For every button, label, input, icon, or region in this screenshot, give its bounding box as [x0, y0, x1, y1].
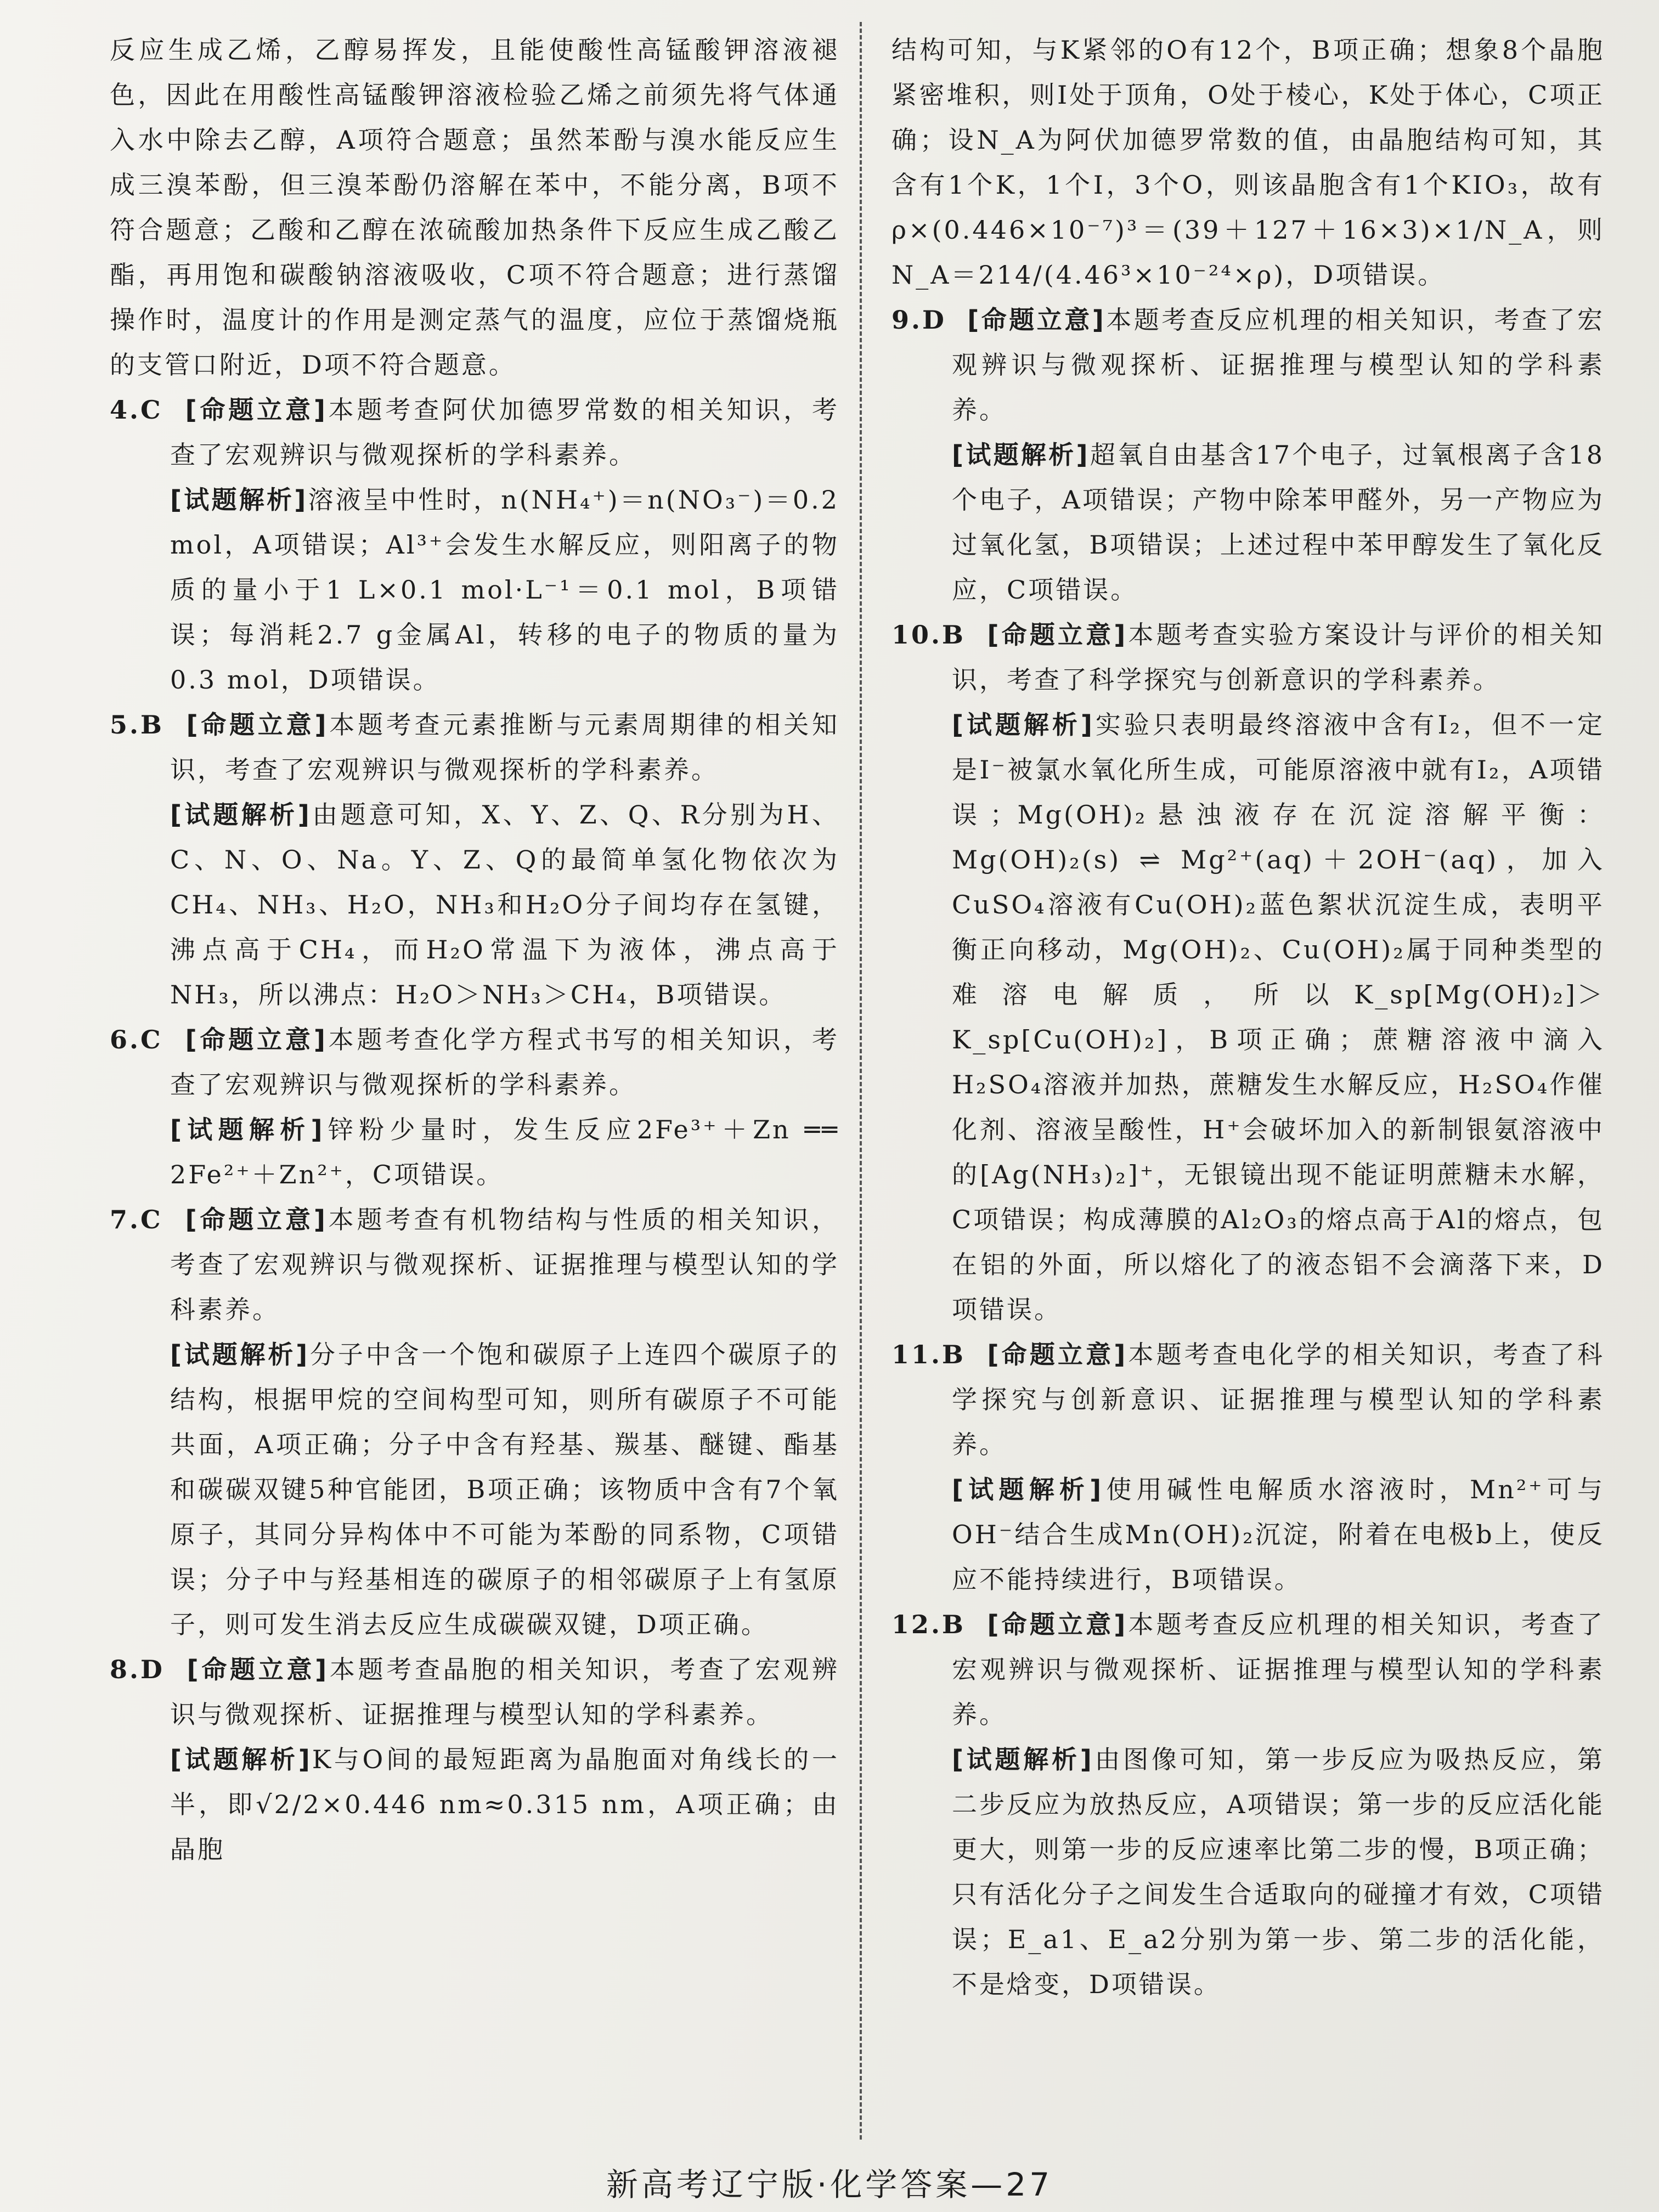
analysis-tag: [试题解析] — [952, 1475, 1104, 1504]
analysis-tag: [试题解析] — [170, 485, 308, 515]
intent-tag: [命题立意] — [185, 1205, 328, 1234]
intent-tag: [命题立意] — [185, 395, 328, 425]
page-footer: 新高考辽宁版·化学答案—27 — [606, 2166, 1053, 2203]
analysis-text: 锌粉少量时，发生反应2Fe³⁺＋Zn ══ 2Fe²⁺＋Zn²⁺，C项错误。 — [170, 1115, 839, 1189]
question-8 — [110, 1647, 839, 1872]
analysis-tag: [试题解析] — [170, 1745, 312, 1774]
analysis-text: K与O间的最短距离为晶胞面对角线长的一半，即√2/2×0.446 nm≈0.315 nm，A项正确；由晶胞 — [170, 1745, 840, 1864]
question-number: 6.C — [110, 1025, 163, 1054]
question-number: 7.C — [110, 1205, 163, 1234]
intent-tag: [命题立意] — [987, 620, 1128, 650]
analysis-text: 实验只表明最终溶液中含有I₂，但不一定是I⁻被氯水氧化所生成，可能原溶液中就有I₂，A项错误；Mg(OH)₂悬浊液存在沉淀溶解平衡：Mg(OH)₂(s) ⇌ Mg²⁺(aq)＋2OH⁻(aq)，加入CuSO₄溶液有Cu(OH)₂蓝色絮状沉淀生成，表明平衡正向移动，Mg(OH)₂、Cu(OH)₂属于同种类型的难溶电解质，所以K_sp[Mg(OH)₂]＞K_sp[Cu(OH)₂]，B项正确；蔗糖溶液中滴入H₂SO₄溶液并加热，蔗糖发生水解反应，H₂SO₄作催化剂、溶液呈酸性，H⁺会破坏加入的新制银氨溶液中的[Ag(NH₃)₂]⁺，无银镜出现不能证明蔗糖未水解，C项错误；构成薄膜的Al₂O₃的熔点高于Al的熔点，包在铝的外面，所以熔化了的液态铝不会滴落下来，D项错误。 — [952, 710, 1605, 1324]
question-number: 9.D — [891, 305, 946, 335]
intent-text: 本题考查阿伏加德罗常数的相关知识，考查了宏观辨识与微观探析的学科素养。 — [170, 395, 840, 470]
question-number: 11.B — [891, 1340, 966, 1369]
question-number: 12.B — [891, 1610, 966, 1639]
intent-tag: [命题立意] — [987, 1340, 1128, 1369]
question-12 — [891, 1602, 1605, 2007]
intent-text: 本题考查电化学的相关知识，考查了科学探究与创新意识、证据推理与模型认知的学科素养。 — [952, 1340, 1605, 1459]
analysis-text: 超氧自由基含17个电子，过氧根离子含18个电子，A项错误；产物中除苯甲醛外，另一产物应为过氧化氢，B项错误；上述过程中苯甲醇发生了氧化反应，C项错误。 — [952, 440, 1605, 605]
analysis-tag: [试题解析] — [170, 1115, 325, 1144]
intent-tag: [命题立意] — [185, 1025, 328, 1054]
question-number: 8.D — [110, 1655, 165, 1684]
intent-tag: [命题立意] — [987, 1610, 1128, 1639]
right-column — [891, 27, 1605, 2007]
intent-tag: [命题立意] — [967, 305, 1106, 335]
question-4 — [110, 387, 839, 702]
question-11 — [891, 1332, 1605, 1602]
left-column — [110, 27, 839, 1872]
question-number: 10.B — [891, 620, 966, 650]
question-7 — [110, 1197, 839, 1647]
intent-text: 本题考查元素推断与元素周期律的相关知识，考查了宏观辨识与微观探析的学科素养。 — [170, 710, 840, 785]
question-number: 5.B — [110, 710, 164, 740]
analysis-tag: [试题解析] — [170, 800, 312, 830]
intent-text: 本题考查晶胞的相关知识，考查了宏观辨识与微观探析、证据推理与模型认知的学科素养。 — [170, 1655, 840, 1729]
intent-tag: [命题立意] — [187, 1655, 329, 1684]
intent-text: 本题考查反应机理的相关知识，考查了宏观辨识与微观探析、证据推理与模型认知的学科素养。 — [952, 305, 1605, 425]
question-6 — [110, 1017, 839, 1197]
question-5 — [110, 702, 839, 1017]
analysis-text: 溶液呈中性时，n(NH₄⁺)＝n(NO₃⁻)＝0.2 mol，A项错误；Al³⁺会发生水解反应，则阳离子的物质的量小于1 L×0.1 mol·L⁻¹＝0.1 mol，B项错误；每消耗2.7 g金属Al，转移的电子的物质的量为0.3 mol，D项错误。 — [170, 485, 839, 695]
intent-text: 本题考查有机物结构与性质的相关知识，考查了宏观辨识与微观探析、证据推理与模型认知的学科素养。 — [170, 1205, 840, 1324]
intent-tag: [命题立意] — [186, 710, 329, 740]
intent-text: 本题考查反应机理的相关知识，考查了宏观辨识与微观探析、证据推理与模型认知的学科素养。 — [952, 1610, 1605, 1729]
analysis-tag: [试题解析] — [170, 1340, 310, 1369]
question-number: 4.C — [110, 395, 163, 425]
question-10 — [891, 612, 1605, 1332]
analysis-text: 由题意可知，X、Y、Z、Q、R分别为H、C、N、O、Na。Y、Z、Q的最简单氢化物依次为CH₄、NH₃、H₂O，NH₃和H₂O分子间均存在氢键，沸点高于CH₄，而H₂O常温下为液体，沸点高于NH₃，所以沸点：H₂O＞NH₃＞CH₄，B项错误。 — [170, 800, 839, 1009]
q3-continuation: 反应生成乙烯，乙醇易挥发，且能使酸性高锰酸钾溶液褪色，因此在用酸性高锰酸钾溶液检验乙烯之前须先将气体通入水中除去乙醇，A项符合题意；虽然苯酚与溴水能反应生成三溴苯酚，但三溴苯酚仍溶解在苯中，不能分离，B项不符合题意；乙酸和乙醇在浓硫酸加热条件下反应生成乙酸乙酯，再用饱和碳酸钠溶液吸收，C项不符合题意；进行蒸馏操作时，温度计的作用是测定蒸气的温度，应位于蒸馏烧瓶的支管口附近，D项不符合题意。 — [110, 35, 839, 380]
analysis-tag: [试题解析] — [952, 440, 1090, 470]
analysis-text: 使用碱性电解质水溶液时，Mn²⁺可与OH⁻结合生成Mn(OH)₂沉淀，附着在电极b上，使反应不能持续进行，B项错误。 — [952, 1475, 1605, 1594]
analysis-text: 分子中含一个饱和碳原子上连四个碳原子的结构，根据甲烷的空间构型可知，则所有碳原子不可能共面，A项正确；分子中含有羟基、羰基、醚键、酯基和碳碳双键5种官能团，B项正确；该物质中含有7个氧原子，其同分异构体中不可能为苯酚的同系物，C项错误；分子中与羟基相连的碳原子的相邻碳原子上有氢原子，则可发生消去反应生成碳碳双键，D项正确。 — [170, 1340, 840, 1639]
analysis-tag: [试题解析] — [952, 1745, 1094, 1774]
analysis-tag: [试题解析] — [952, 710, 1094, 740]
intent-text: 本题考查化学方程式书写的相关知识，考查了宏观辨识与微观探析的学科素养。 — [170, 1025, 840, 1099]
question-9 — [891, 297, 1605, 612]
column-divider — [860, 22, 862, 2140]
q8-continuation: 结构可知，与K紧邻的O有12个，B项正确；想象8个晶胞紧密堆积，则I处于顶角，O处于棱心，K处于体心，C项正确；设N_A为阿伏加德罗常数的值，由晶胞结构可知，其含有1个K，1个I，3个O，则该晶胞含有1个KIO₃，故有ρ×(0.446×10⁻⁷)³＝(39＋127＋16×3)×1/N_A，则N_A＝214/(4.46³×10⁻²⁴×ρ)，D项错误。 — [891, 35, 1605, 290]
analysis-text: 由图像可知，第一步反应为吸热反应，第二步反应为放热反应，A项错误；第一步的反应活化能更大，则第一步的反应速率比第二步的慢，B项正确；只有活化分子之间发生合适取向的碰撞才有效，C项错误；E_a1、E_a2分别为第一步、第二步的活化能，不是焓变，D项错误。 — [952, 1745, 1605, 1999]
intent-text: 本题考查实验方案设计与评价的相关知识，考查了科学探究与创新意识的学科素养。 — [952, 620, 1605, 695]
